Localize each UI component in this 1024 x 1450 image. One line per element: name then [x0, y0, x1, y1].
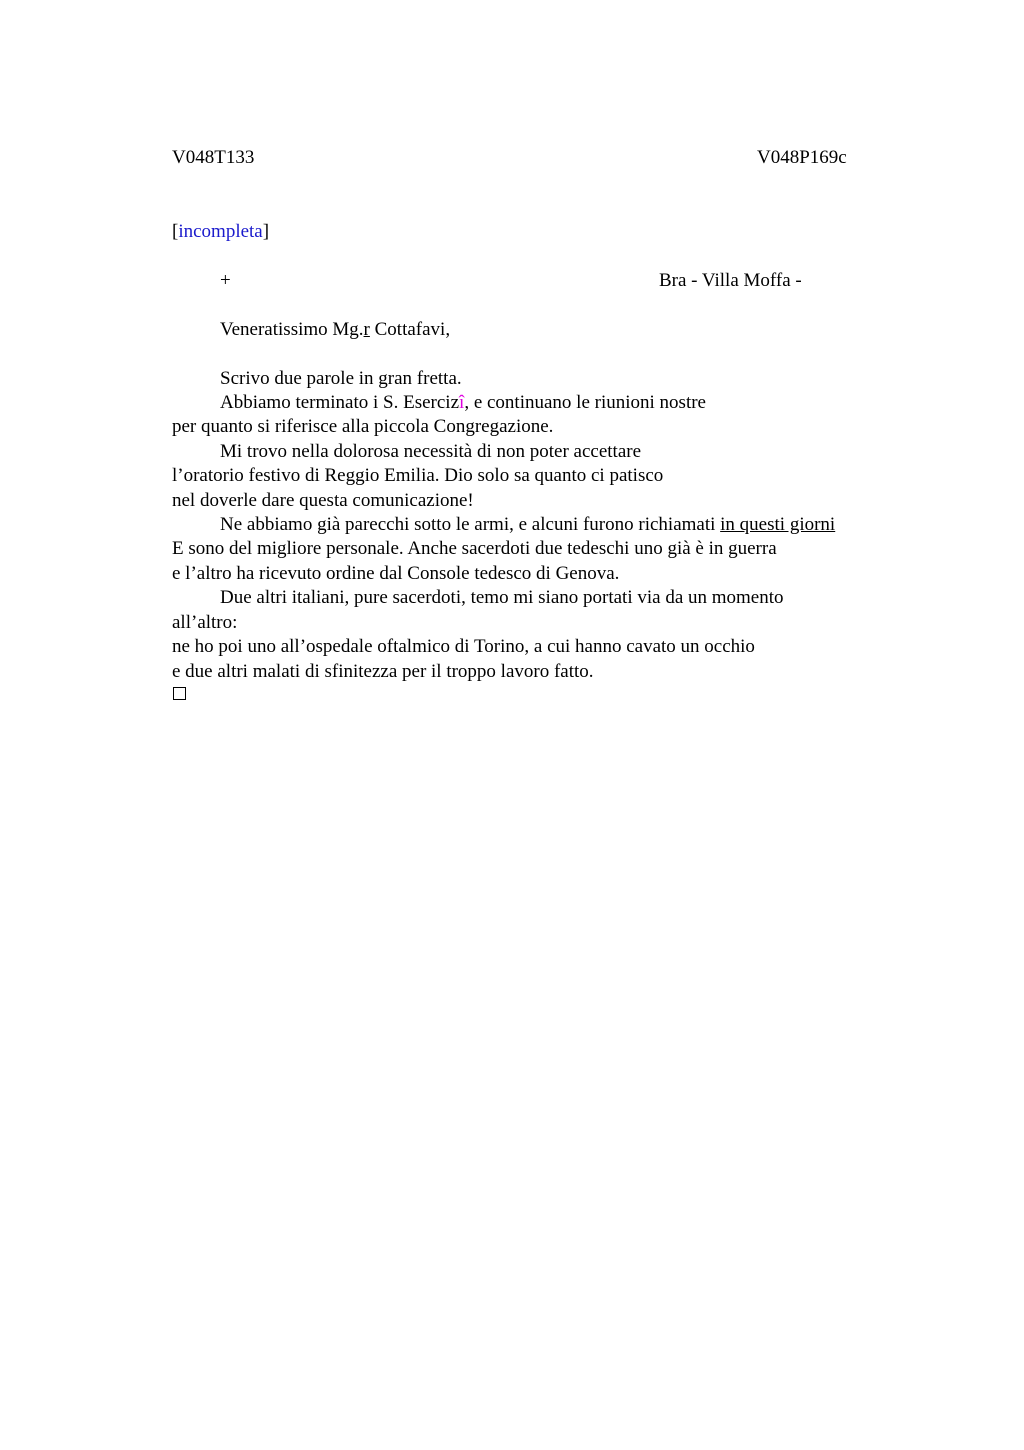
salutation-post: Cottafavi, [369, 319, 451, 340]
salutation-pre: Veneratissimo Mg. [220, 319, 364, 340]
status-label: incompleta [178, 221, 263, 242]
status-note [172, 220, 269, 244]
body-line-7-pre: Ne abbiamo già parecchi sotto le armi, e alcuni furono richiamati [220, 514, 721, 535]
body-line-1: Scrivo due parole in gran fretta. [220, 368, 462, 389]
end-marker-box [173, 687, 186, 700]
salutation-underlined: r [363, 319, 370, 340]
body-line-12: ne ho poi uno all’ospedale oftalmico di Torino, a cui hanno cavato un occhio [172, 636, 755, 657]
body-line-11: all’altro: [172, 612, 238, 633]
salutation [220, 318, 450, 342]
bracket-open: [ [172, 221, 179, 242]
body-line-8: E sono del migliore personale. Anche sacerdoti due tedeschi uno già è in guerra [172, 538, 777, 559]
document-code-left: V048T133 [172, 147, 255, 168]
body-line-4: Mi trovo nella dolorosa necessità di non poter accettare [220, 441, 642, 462]
editorial-mark: î [459, 392, 465, 413]
body-line-3: per quanto si riferisce alla piccola Congregazione. [172, 416, 554, 437]
body-line-2 [220, 391, 706, 415]
body-line-7 [220, 513, 835, 537]
body-line-2-post: , e continuano le riunioni nostre [464, 392, 706, 413]
document-code-right: V048P169c [757, 147, 847, 168]
body-line-7-underlined: in questi giorni [720, 514, 836, 535]
body-line-2-pre: Abbiamo terminato i S. Eserciz [220, 392, 460, 413]
body-line-13: e due altri malati di sfinitezza per il troppo lavoro fatto. [172, 661, 594, 682]
body-line-5: l’oratorio festivo di Reggio Emilia. Dio solo sa quanto ci patisco [172, 465, 664, 486]
body-line-6: nel doverle dare questa comunicazione! [172, 490, 474, 511]
cross-symbol: + [220, 270, 231, 291]
bracket-close: ] [262, 221, 270, 242]
place-line: Bra - Villa Moffa - [659, 270, 802, 291]
body-line-10: Due altri italiani, pure sacerdoti, temo mi siano portati via da un momento [220, 587, 784, 608]
body-line-9: e l’altro ha ricevuto ordine dal Console tedesco di Genova. [172, 563, 620, 584]
